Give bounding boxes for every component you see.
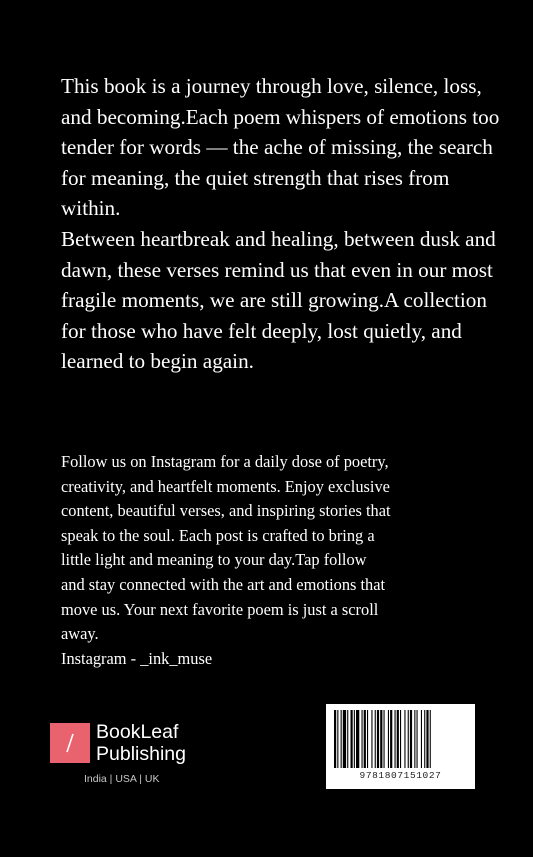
publisher-regions: India | USA | UK (84, 773, 160, 785)
blurb-paragraph-2: Between heartbreak and healing, between dusk and dawn, these verses remind us that even in our most fragile moments, we are still growing.A collection for those who have felt deeply, lost quietly, and learned to begin again. (61, 226, 496, 374)
publisher-logo (50, 723, 210, 793)
promo-text: Follow us on Instagram for a daily dose of poetry, creativity, and heartfelt moments. Enjoy exclusive content, beautiful verses, and inspiring stories that speak to the soul. Each post is crafted to bring a little light and meaning to your day.Tap follow and stay connected with the art and emotions that move us. Your next favorite poem is just a scroll away. (61, 452, 391, 644)
publisher-name-line1: BookLeaf (96, 721, 179, 743)
isbn-number: 9781807151027 (359, 770, 442, 781)
publisher-name-line2: Publishing (96, 743, 186, 765)
instagram-handle: Instagram - _ink_muse (61, 648, 213, 668)
blurb-paragraph-1: This book is a journey through love, silence, loss, and becoming.Each poem whispers of emotions too tender for words — the ache of missing, the search for meaning, the quiet strength that rises from within. (61, 74, 500, 221)
instagram-promo (61, 450, 391, 671)
barcode-icon (332, 710, 469, 768)
isbn-barcode (326, 704, 475, 789)
logo-mark-icon (50, 723, 90, 763)
back-cover-blurb (61, 71, 501, 377)
slash-icon (50, 723, 90, 763)
publisher-name (96, 721, 186, 765)
